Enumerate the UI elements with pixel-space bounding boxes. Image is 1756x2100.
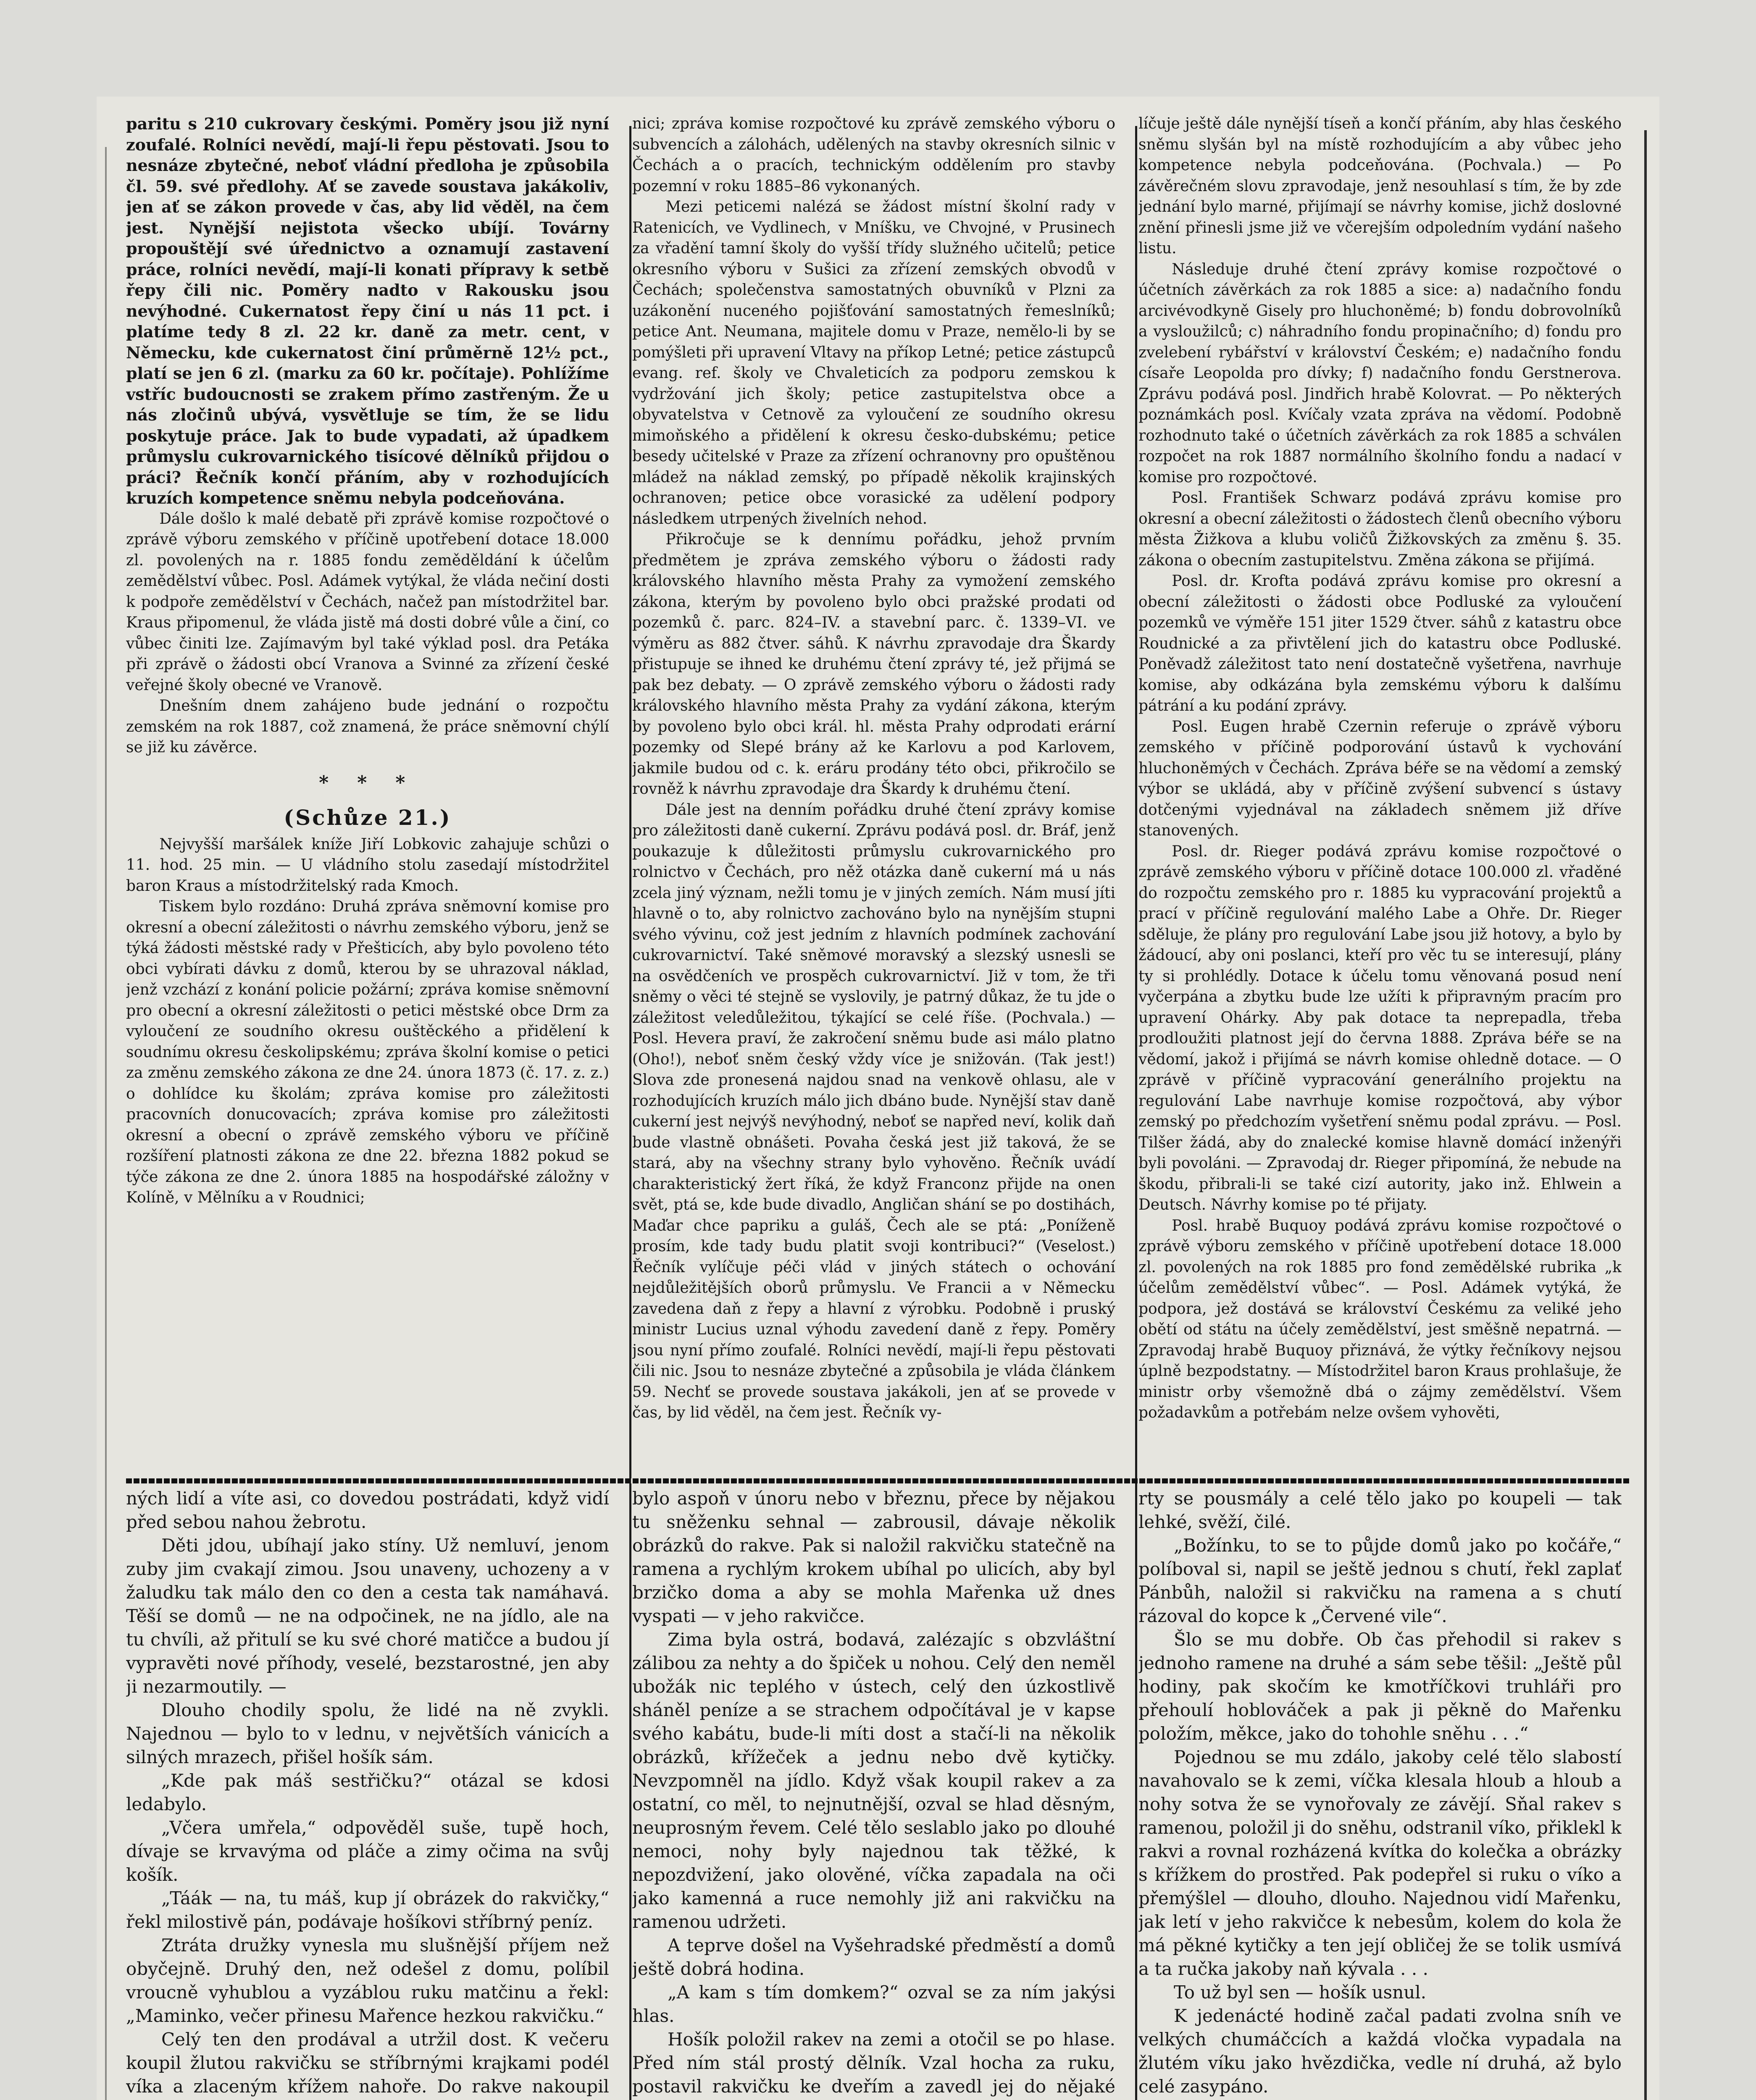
- paragraph: Posl. dr. Rieger podává zprávu komise rozpočtové o zprávě zemského výboru v příčině dotace 100.000 zl. vřaděné do rozpočtu zemského pro r. 1885 ku vypracování projektů a prací v příčině regulování malého Labe a Ohře. Dr. Rieger sděluje, že plány pro regulování Labe jsou již hotovy, a bylo by žádoucí, aby oni poslanci, kteří pro věc tu se interesují, plány ty si prohlédly. Dotace k účelu tomu věnovaná posud není vyčerpána a zbytku bude lze užíti k připravným pracím pro upravení Ohárky. Aby pak dotace ta neprepadla, třeba prodloužiti platnost její do června 1888. Zpráva béře se na vědomí, jakož i přijímá se návrh komise ohledně dotace. — O zprávě v příčině vypracování generálního projektu na regulování Labe navrhuje komise rozpočtová, aby výbor zemský po předchozím vyšetření sněmu podal zprávu. — Posl. Tilšer žádá, aby do znalecké komise hlavně domácí inženýři byli povoláni. — Zpravodaj dr. Rieger připomíná, že nebude na škodu, přibrali-li se také cizí autority, jako inž. Ehlwein a Deutsch. Návrhy komise po té přijaty.: [1138, 843, 1622, 1213]
- feuilleton-column-2: [632, 1487, 1115, 2100]
- paragraph: nici; zpráva komise rozpočtové ku zprávě zemského výboru o subvencích a zálohách, udělených na stavby okresních silnic v Čechách a o pracích, technickým oddělením pro stavby pozemní v roku 1885–86 vykonaných.: [632, 115, 1115, 195]
- paragraph: paritu s 210 cukrovary českými. Poměry jsou již nyní zoufalé. Rolníci nevědí, mají-li řepu pěstovati. Jsou to nesnáze zbytečné, neboť vládní předloha je způsobila čl. 59. své předlohy. Ať se zavede soustava jakákoliv, jen ať se zákon provede v čas, aby lid věděl, na čem jest. Nynější nejistota všecko ubíjí. Továrny propouštějí své úřednictvo a oznamují zastavení práce, rolníci nevědí, mají-li konati přípravy k setbě řepy čili nic. Poměry nadto v Rakousku jsou nevýhodné. Cukernatost řepy činí u nás 11 pct. i platíme tedy 8 zl. 22 kr. daně za metr. cent, v Německu, kde cukernatost činí průměrně 12½ pct., platí se jen 6 zl. (marku za 60 kr. počítaje). Pohlížíme vstříc budoucnosti se zrakem přímo zastřeným. Že u nás zločinů ubývá, vysvětluje se tím, že se lidu poskytuje práce. Jak to bude vypadati, až úpadkem průmyslu cukrovarnického tisícové dělníků přijdou o práci? Řečník končí přáním, aby v rozhodujících kruzích kompetence sněmu nebyla podceňována.: [126, 114, 609, 507]
- paragraph: K jedenácté hodině začal padati zvolna sníh ve velkých chumáčcích a každá vločka vypadala na žlutém víku jako hvězdička, vedle ní druhá, až bylo celé zasypáno.: [1138, 2006, 1622, 2097]
- column-3: [1138, 113, 1622, 1491]
- paragraph: líčuje ještě dále nynější tíseň a končí přáním, aby hlas českého sněmu slyšán byl na místě rozhodujícím a aby vůbec jeho kompetence nebyla podceňována. (Pochvala.) — Po závěrečném slovu zpravodaje, jenž nesouhlasí s tím, že by zde jednání bylo marné, přijímají se návrhy komise, jichž doslovné znění přinesli jsme již ve včerejším odpoledním vydání našeho listu.: [1138, 115, 1622, 257]
- paragraph: Dále jest na denním pořádku druhé čtení zprávy komise pro záležitosti daně cukerní. Zprávu podává posl. dr. Bráf, jenž poukazuje k důležitosti průmyslu cukrovarnického pro rolnictvo v Čechách, pro něž otázka daně cukerní má u nás zcela jiný význam, nežli tomu je v jiných zemích. Nám musí jíti hlavně o to, aby rolnictvo zachováno bylo na nynějším stupni svého vývinu, což jest jedním z hlavních podmínek zachování cukrovarnictví. Také sněmové moravský a slezský usnesli se na osvědčeních ve prospěch cukrovarnictví. Již v tom, že tři sněmy o věci té stejně se vyslovily, je patrný důkaz, že tu jde o záležitost veledůležitou, týkající se celé říše. (Pochvala.) — Posl. Hevera praví, že zakročení sněmu bude asi málo platno (Oho!), neboť sněm český vždy více je snižován. (Tak jest!) Slova zde pronesená najdou snad na venkově ohlasu, ale v rozhodujících kruzích málo jich dbáno bude. Nynější stav daně cukerní jest nejvýš nevýhodný, neboť se napřed neví, kolik daň bude vlastně obnášeti. Povaha česká jest již taková, že se stará, aby na všechny strany bylo vyhověno. Řečník uvádí charakteristický žert říká, že když Franconz přijde na onen svět, ptá se, kde bude divadlo, Angličan shání se po dostihách, Maďar chce papriku a guláš, Čech ale se ptá: „Poníženě prosím, kde tady budu platit svoji kontribuci?“ (Veselost.) Řečník vylíčuje péči vlád v jiných státech o ochování nejdůležitějších oborů průmyslu. Ve Francii a v Německu zavedena daň z řepy a hlavní z výrobku. Podobně i pruský ministr Lucius uznal výhodu zavedení daně z řepy. Poměry jsou nyní přímo zoufalé. Rolníci nevědí, mají-li řepu pěstovati čili nic. Jsou to nesnáze zbytečné a způsobila je vláda článkem 59. Nechť se provede soustava jakákoli, jen ať se provede v čas, by lid věděl, na čem jest. Řečník vy-: [632, 801, 1115, 1421]
- paragraph: Posl. hrabě Buquoy podává zprávu komise rozpočtové o zprávě výboru zemského v příčině upotřebení dotace 18.000 zl. povolených na rok 1885 pro fond zemědělské rubrika „k účelům zemědělství vůbec“. — Posl. Adámek vytýká, že podpora, jež dostává se království Českému za veliké jeho obětí od státu na účely zemědělství, jest směšně nepatrná. — Zpravodaj hrabě Buquoy přiznává, že výtky řečníkovy nejsou úplně bezpodstatny. — Místodržitel baron Kraus prohlašuje, že ministr orby všemožně dbá o zájmy zemědělství. Všem požadavkům a potřebám nelze ovšem vyhověti,: [1138, 1217, 1622, 1421]
- column-2: [632, 113, 1115, 1491]
- paragraph: „Kde pak máš sestřičku?“ otázal se kdosi ledabylo.: [126, 1770, 609, 1814]
- paragraph: Celý ten den prodával a utržil dost. K večeru koupil žlutou rakvičku se stříbrnými krajkami podél víka a zlaceným křížem nahoře. Do rakve nakoupil: [126, 2029, 609, 2097]
- paragraph: Posl. František Schwarz podává zprávu komise pro okresní a obecní záležitosti o žádostech členů obecního výboru města Žižkova a klubu voličů Žižkovských za změnu §. 35. zákona o obecním zastupitelstvu. Změna zákona se přijímá.: [1138, 489, 1622, 569]
- paragraph: Pojednou se mu zdálo, jakoby celé tělo slabostí navahovalo se k zemi, víčka klesala hloub a hloub a nohy sotva že se vynořovaly ze závějí. Sňal rakev s ramenou, položil ji do sněhu, odstranil víko, přiklekl k rakvi a rovnal rozházená kvítka do kolečka a obrázky s křížkem do prostřed. Pak podepřel si ruku o víko a přemýšlel — dlouho, dlouho. Najednou vidí Mařenku, jak letí v jeho rakvičce k nebesům, kolem do kola že má pěkné kytičky a ten její obličej že se tolik usmívá a ta ručka jakoby naň kývala . . .: [1138, 1747, 1622, 1979]
- paragraph: „Táák — na, tu máš, kup jí obrázek do rakvičky,“ řekl milostivě pán, podávaje hošíkovi stříbrný peníz.: [126, 1888, 609, 1932]
- paragraph: „Včera umřela,“ odpověděl suše, tupě hoch, dívaje se krvavýma od pláče a zimy očima na svůj košík.: [126, 1817, 609, 1885]
- paragraph: Nejvyšší maršálek kníže Jiří Lobkovic zahajuje schůzi o 11. hod. 25 min. — U vládního stolu zasedají místodržitel baron Kraus a místodržitelský rada Kmoch.: [126, 835, 609, 895]
- paragraph: bylo aspoň v únoru nebo v březnu, přece by nějakou tu sněženku sehnal — zabrousil, dávaje několik obrázků do rakve. Pak si naložil rakvičku statečně na ramena a rychlým krokem ubíhal po ulicích, aby byl brzičko doma a aby se mohla Mařenka už dnes vyspati — v jeho rakvičce.: [632, 1488, 1115, 1626]
- paragraph: Mezi peticemi nalézá se žádost místní školní rady v Ratenicích, ve Vydlinech, v Mníšku, ve Chvojné, v Prusinech za vřadění tamní školy do vyšší třídy služného učitelů; petice okresního výboru v Sušici za zřízení zemských obvodů v Čechách; společenstva samostatných obuvníků v Plzni za uzákonění nuceného pojišťování samostatných řemeslníků; petice Ant. Neumana, majitele domu v Praze, nemělo-li by se pomýšleti při upravení Vltavy na příkop Letné; petice zástupců evang. ref. školy ve Chvaleticích za podporu zemskou k vydržování jich školy; petice zastupitelstva obce a obyvatelstva v Cetnově za vyloučení ze soudního okresu mimoňského a přidělení k okresu česko-dubskému; petice besedy učitelské v Praze za zřízení ochranovny pro opuštěnou mládež na náklad zemský, po případě několik krajinských ochranoven; petice obce vorasické za udělení podpory následkem utrpených živelních nehod.: [632, 198, 1115, 528]
- column-1: [126, 113, 609, 1491]
- paragraph: „Božínku, to se to půjde domů jako po kočáře,“ políboval si, napil se ještě jednou s chutí, řekl zaplať Pánbůh, naložil si rakvičku na ramena a s chutí rázoval do kopce k „Červené vile“.: [1138, 1535, 1622, 1626]
- paragraph: Posl. Eugen hrabě Czernin referuje o zprávě výboru zemského v příčině podporování ústavů k vychování hluchoněmých v Čechách. Zpráva béře se na vědomí a zemský výbor se ukládá, aby v příčině zvýšení subvencí s ústavy dotčenými vyjednával na základech sněmem již dříve stanovených.: [1138, 718, 1622, 839]
- paragraph: Šlo se mu dobře. Ob čas přehodil si rakev s jednoho ramene na druhé a sám sebe těšil: „Ještě půl hodiny, pak skočím ke kmotříčkovi truhláři pro přehoulí hoblováček a pak ji pěkně do Mařenku položím, měkce, jako do tohohle sněhu . . .“: [1138, 1629, 1622, 1744]
- paragraph: Zima byla ostrá, bodavá, zalézajíc s obzvláštní zálibou za nehty a do špiček u nohou. Celý den neměl ubožák nic teplého v ústech, celý den úzkostlivě sháněl peníze a se strachem odpočítával je v kapse svého kabátu, bude-li míti dost a stačí-li na několik obrázků, křížeček a jednu nebo dvě kytičky. Nevzpomněl na jídlo. Když však koupil rakev a za ostatní, co měl, to nejnutnější, ozval se hlad děsným, neuprosným řevem. Celé tělo seslablo jako po dlouhé nemoci, nohy byly najednou tak těžké, k nepozdvižení, jako olověné, víčka zapadala na oči jako kamenná a ruce nemohly již ani rakvičku na ramenou udržeti.: [632, 1629, 1115, 1932]
- feuilleton: [126, 1487, 1630, 2100]
- feuilleton-column-1: [126, 1487, 609, 2100]
- paragraph: Přikročuje se k dennímu pořádku, jehož prvním předmětem je zpráva zemského výboru o žádosti rady královského hlavního města Prahy za vymožení zemského zákona, kterým by povoleno bylo obci pražské prodati od pozemků č. parc. 824–IV. a stavební parc. č. 1339–VI. ve výměru as 882 čtver. sáhů. K návrhu zpravodaje dra Škardy přistupuje se ihned ke druhému čtení zprávy té, jež přijmá se pak bez debaty. — O zprávě zemského výboru o žádosti rady královského hlavního města Prahy za vydání zákona, kterým by povoleno bylo obci král. hl. města Prahy odprodati erární pozemky od Slepé brány až ke Karlovu a pod Karlovem, jakmile budou od c. k. eráru prodány této obci, přikročilo se rovněž k návrhu zpravodaje dra Škardy k druhému čtení.: [632, 531, 1115, 798]
- parliament-report: [126, 113, 1630, 1491]
- paragraph: „A kam s tím domkem?“ ozval se za ním jakýsi hlas.: [632, 1982, 1115, 2026]
- paragraph: [1138, 2098, 1622, 2100]
- paragraph: Dále došlo k malé debatě při zprávě komise rozpočtové o zprávě výboru zemského v příčině upotřebení dotace 18.000 zl. povolených na r. 1885 fondu zeměděldání k účelům zemědělství vůbec. Posl. Adámek vytýkal, že vláda nečiní dosti k podpoře zemědělství v Čechách, načež pan místodržitel bar. Kraus připomenul, že vláda jistě má dosti dobré vůle a činí, co vůbec činiti lze. Zajímavým byl také výklad posl. dra Petáka při zprávě o žádosti obcí Vranova a Svinné za zřízení české veřejné školy obecné ve Vranově.: [126, 510, 609, 694]
- paragraph: Tiskem bylo rozdáno: Druhá zpráva sněmovní komise pro okresní a obecní záležitosti o návrhu zemského výboru, jenž se týká žádosti městské rady v Přešticích, aby bylo povoleno této obci vybírati dávku z domů, kterou by se uhrazoval náklad, jenž vzchází z konání policie požární; zpráva komise sněmovní pro obecní a okresní záležitosti o petici městské obce Drm za vyloučení ze soudního okresu ouštěckého a přidělení k soudnímu okresu českolipskému; zpráva školní komise o petici za změnu zemského zákona ze dne 24. února 1873 (č. 17. z. z.) o dohlídce ku školám; zpráva komise pro záležitosti pracovních donucovacích; zpráva komise pro záležitosti okresní a obecní o zprávě zemského výboru ve příčině rozšíření platnosti zákona ze dne 22. března 1882 pokud se týče zákona ze dne 2. února 1885 na hospodářské záložny v Kolíně, v Mělníku a v Roudnici;: [126, 898, 609, 1206]
- paragraph: ných lidí a víte asi, co dovedou postrádati, když vidí před sebou nahou žebrotu.: [126, 1488, 609, 1532]
- feuilleton-column-3: [1138, 1487, 1622, 2100]
- paragraph: Hošík položil rakev na zemi a otočil se po hlase. Před ním stál prostý dělník. Vzal hocha za ruku, postavil rakvičku ke dveřím a zavedl jej do nějaké: [632, 2029, 1115, 2097]
- session-heading: (Schůze 21.): [284, 805, 452, 830]
- paragraph: Ztráta družky vynesla mu slušnější příjem než obyčejně. Druhý den, než odešel z domu, políbil vroucně vyhublou a vyzáblou ruku matčinu a řekl: „Maminko, večer přinesu Mařence hezkou rakvičku.“: [126, 1935, 609, 2026]
- paragraph: Děti jdou, ubíhají jako stíny. Už nemluví, jenom zuby jim cvakají zimou. Jsou unaveny, uchozeny a v žaludku tak málo den co den a cesta tak namáhavá. Těší se domů — ne na odpočinek, ne na jídlo, ale na tu chvíli, až přitulí se ku své choré matičce a budou jí vypravěti nové příhody, veselé, bezstarostné, jen aby ji nezarmoutily. —: [126, 1535, 609, 1697]
- paragraph: rty se pousmály a celé tělo jako po koupeli — tak lehké, svěží, čilé.: [1138, 1488, 1622, 1532]
- paragraph: To už byl sen — hošík usnul.: [1174, 1982, 1427, 2003]
- paragraph: A teprve došel na Vyšehradské předměstí a domů ještě dobrá hodina.: [632, 1935, 1115, 1979]
- paragraph: Následuje druhé čtení zprávy komise rozpočtové o účetních závěrkách za rok 1885 a sice: a) nadačního fondu arcivévodkyně Gisely pro hluchoněmé; b) fondu dobrovolníků a vysloužilců; c) náhradního fondu propinačního; d) fondu pro zvelebení rybářství v království Českém; e) nadačního fondu císaře Leopolda pro dívky; f) nadačního fondu Gerstnerova. Zprávu podává posl. Jindřich hrabě Kolovrat. — Po některých poznámkách posl. Kvíčaly vzata zpráva na vědomí. Podobně rozhodnuto také o účetních závěrkách za rok 1885 a schválen rozpočet na rok 1887 normálního školního fondu a nadací v komise pro rozpočtové.: [1138, 260, 1622, 486]
- paragraph: Dnešním dnem zahájeno bude jednání o rozpočtu zemském na rok 1887, což znamená, že práce sněmovní chýlí se již ku závěrce.: [126, 697, 609, 756]
- section-stars: * * *: [319, 772, 416, 793]
- paragraph: Posl. dr. Krofta podává zprávu komise pro okresní a obecní záležitosti o žádosti obce Podluské za vyloučení pozemků ve výměře 151 jiter 1529 čtver. sáhů z katastru obce Roudnické a za přivtělení jich do katastru obce Podluské. Poněvadž záležitost tato není dostatečně vyšetřena, navrhuje komise, aby odkázána byla zemskému výboru k dalšímu pátrání a ku podání zprávy.: [1138, 572, 1622, 714]
- paragraph: Dlouho chodily spolu, že lidé na ně zvykli. Najednou — bylo to v lednu, v největších vánicích a silných mrazech, přišel hošík sám.: [126, 1700, 609, 1767]
- page-edge-right: [1644, 130, 1647, 2100]
- newspaper-page: [97, 97, 1659, 2100]
- page-edge-left: [105, 147, 107, 2100]
